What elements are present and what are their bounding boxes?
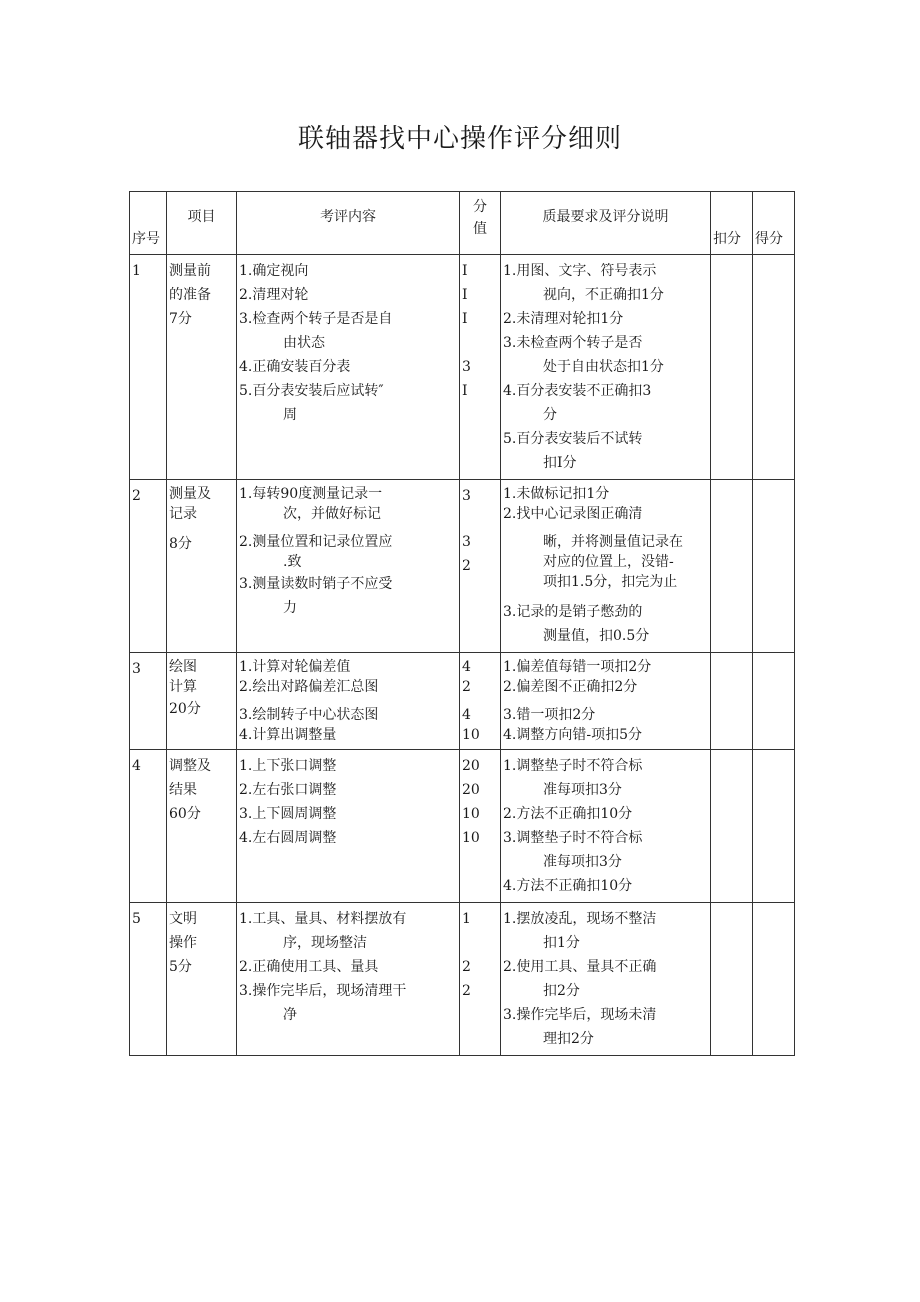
- row-deduct: [711, 903, 753, 1056]
- table-row: [130, 750, 795, 903]
- row-no: 1: [130, 255, 167, 480]
- row-item: 测量前 的准备 7分: [167, 255, 237, 480]
- row-deduct: [711, 653, 753, 750]
- row-get: [753, 750, 795, 903]
- scoring-table: [129, 191, 795, 1056]
- row-score: 20 20 10 10: [460, 750, 501, 903]
- row-content: 1.确定视向 2.清理对轮 3.检查两个转子是否是自 由状态 4.正确安装百分表 5.百分表安装后应试转″ 周: [237, 255, 460, 480]
- header-score: [460, 192, 501, 255]
- row-get: [753, 903, 795, 1056]
- header-row: [130, 192, 795, 255]
- row-quality: 1.调整垫子时不符合标 准每项扣3分 2.方法不正确扣10分 3.调整垫子时不符合标 准每项扣3分 4.方法不正确扣10分: [501, 750, 711, 903]
- row-deduct: [711, 750, 753, 903]
- row-get: [753, 653, 795, 750]
- row-score: I I I 3 I: [460, 255, 501, 480]
- page-title: 联轴器找中心操作评分细则: [297, 124, 622, 154]
- table-row: [130, 255, 795, 480]
- row-quality: 1.摆放凌乱，现场不整洁 扣1分 2.使用工具、量具不正确 扣2分 3.操作完毕后，现场未清 理扣2分: [501, 903, 711, 1056]
- table-row: [130, 653, 795, 750]
- row-quality: 1.未做标记扣1分 2.找中心记录图正确清 晰，并将测量值记录在 对应的位置上，没错- 项扣1.5分，扣完为止 3.记录的是销子憋劲的 测量值，扣0.5分: [501, 480, 711, 653]
- row-no: 2: [130, 480, 167, 653]
- row-get: [753, 255, 795, 480]
- header-no: 序号: [130, 192, 167, 255]
- header-get: 得分: [753, 192, 795, 255]
- row-item: 测量及 记录 8分: [167, 480, 237, 653]
- row-deduct: [711, 255, 753, 480]
- row-score: 3 3 2: [460, 480, 501, 653]
- row-item: 绘图 计算 20分: [167, 653, 237, 750]
- row-no: 5: [130, 903, 167, 1056]
- row-no: 3: [130, 653, 167, 750]
- row-content: 1.上下张口调整 2.左右张口调整 3.上下圆周调整 4.左右圆周调整: [237, 750, 460, 903]
- table-row: [130, 480, 795, 653]
- row-item: 调整及 结果 60分: [167, 750, 237, 903]
- row-content: 1.计算对轮偏差值 2.绘出对路偏差汇总图 3.绘制转子中心状态图 4.计算出调整量: [237, 653, 460, 750]
- row-score: 4 2 4 10: [460, 653, 501, 750]
- header-score-top: 分: [473, 199, 487, 215]
- row-content: 1.工具、量具、材料摆放有 序，现场整洁 2.正确使用工具、量具 3.操作完毕后，现场清理干 净: [237, 903, 460, 1056]
- row-item: 文明 操作 5分: [167, 903, 237, 1056]
- row-get: [753, 480, 795, 653]
- table-row: [130, 903, 795, 1056]
- row-deduct: [711, 480, 753, 653]
- row-quality: 1.偏差值每错一项扣2分 2.偏差图不正确扣2分 3.错一项扣2分 4.调整方向错-项扣5分: [501, 653, 711, 750]
- header-score-bottom: 值: [473, 221, 487, 237]
- row-content: 1.每转90度测量记录一 次，并做好标记 2.测量位置和记录位置应 .致 3.测量读数时销子不应受 力: [237, 480, 460, 653]
- row-no: 4: [130, 750, 167, 903]
- header-deduct: 扣分: [711, 192, 753, 255]
- row-score: 1 2 2: [460, 903, 501, 1056]
- row-quality: 1.用图、文字、符号表示 视向，不正确扣1分 2.未清理对轮扣1分 3.未检查两个转子是否 处于自由状态扣1分 4.百分表安装不正确扣3 分 5.百分表安装后不试转 扣I分: [501, 255, 711, 480]
- header-quality: 质最要求及评分说明: [501, 192, 711, 255]
- header-content: 考评内容: [237, 192, 460, 255]
- header-item: 项目: [167, 192, 237, 255]
